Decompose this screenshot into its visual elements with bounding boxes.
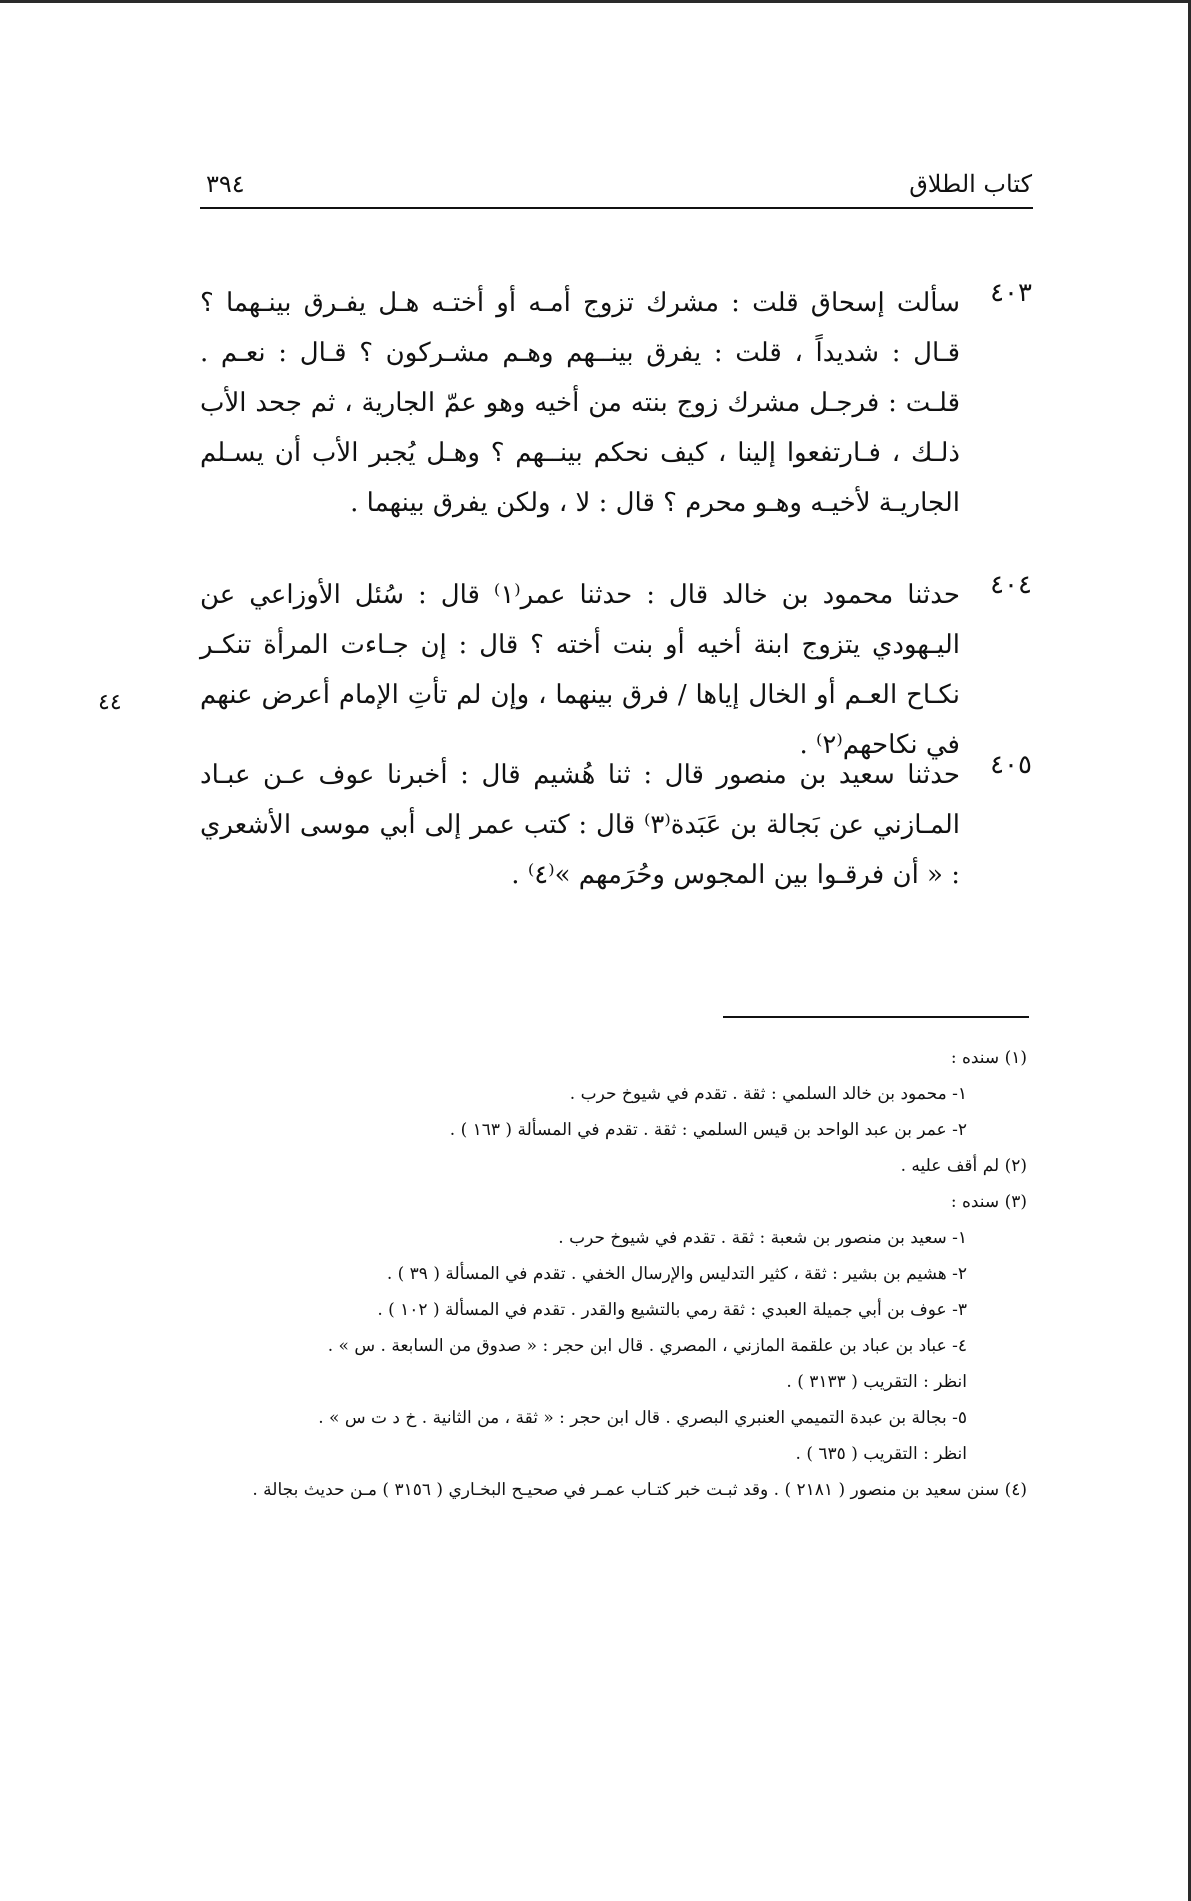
footnote-1-head: (١) سنده :: [950, 1048, 1027, 1068]
footnote-line: ٥- بجالة بن عبدة التميمي العنبري البصري . قال ابن حجر : « ثقة ، من الثانية . خ د ت س » .: [318, 1408, 967, 1428]
entry-text: حدثنا سعيد بن منصور قال : ثنا هُشيم قال : أخبرنا عوف عـن عبـاد المـازني عن بَجالة بن عَبَدة⁽٣⁾ قال : كتب عمر إلى أبي موسى الأشعري : « أن فرقـوا بين المجوس وحُرَمهم »⁽٤⁾ .: [200, 760, 960, 890]
footnote-line: ١- سعيد بن منصور بن شعبة : ثقة . تقدم في شيوخ حرب .: [558, 1228, 967, 1248]
entry-404: [200, 570, 1032, 770]
header-rule: [200, 207, 1033, 209]
footnote-line: ٤- عباد بن عباد بن علقمة المازني ، المصري . قال ابن حجر : « صدوق من السابعة . س » .: [327, 1336, 967, 1356]
entry-text: حدثنا محمود بن خالد قال : حدثنا عمر⁽١⁾ قال : سُئل الأوزاعي عن اليـهودي يتزوج ابنة أخيه أو بنت أخته ؟ قال : إن جـاءت المرأة تنكـر نكـاح العـم أو الخال إياها / فرق بينهما ، وإن لم تأتِ الإمام أعرض عنهم في نكاحهم⁽٢⁾ .: [200, 580, 960, 760]
entry-number: ٤٠٤: [990, 570, 1032, 600]
footnote-line: انظر : التقريب ( ٦٣٥ ) .: [795, 1444, 967, 1464]
footnote-4: (٤) سنن سعيد بن منصور ( ٢١٨١ ) . وقد ثبـت خبر كتـاب عمـر في صحيـح البخـاري ( ٣١٥٦ ) مـن حديث بجالة .: [252, 1480, 1027, 1500]
chapter-title: كتاب الطلاق: [909, 170, 1032, 198]
entry-405: [200, 750, 1032, 900]
running-header: [200, 170, 1032, 206]
entry-403: [200, 278, 1032, 528]
entry-text: سألت إسحاق قلت : مشرك تزوج أمـه أو أختـه هـل يفـرق بينـهما ؟ قـال : شديداً ، قلت : يفرق بينــهم وهـم مشـركون ؟ قـال : نعـم . قلـت : فرجـل مشرك زوج بنته من أخيه وهو عمّ الجارية ، ثم جحد الأب ذلـك ، فـارتفعوا إلينا ، كيف نحكم بينــهم ؟ وهـل يُجبر الأب أن يسـلم الجاريـة لأخيـه وهـو محرم ؟ قال : لا ، ولكن يفرق بينهما .: [200, 288, 961, 518]
footnote-separator: [723, 1016, 1029, 1018]
margin-page-reference: ٤٤: [98, 690, 122, 715]
footnote-2-head: (٢) لم أقف عليه .: [900, 1156, 1027, 1176]
entry-number: ٤٠٥: [990, 750, 1032, 780]
footnote-3-head: (٣) سنده :: [950, 1192, 1027, 1212]
footnote-line: ٢- هشيم بن بشير : ثقة ، كثير التدليس والإرسال الخفي . تقدم في المسألة ( ٣٩ ) .: [386, 1264, 967, 1284]
footnote-line: ١- محمود بن خالد السلمي : ثقة . تقدم في شيوخ حرب .: [569, 1084, 967, 1104]
entry-number: ٤٠٣: [990, 278, 1032, 308]
footnote-line: ٣- عوف بن أبي جميلة العبدي : ثقة رمي بالتشيع والقدر . تقدم في المسألة ( ١٠٢ ) .: [377, 1300, 967, 1320]
footnote-line: انظر : التقريب ( ٣١٣٣ ) .: [786, 1372, 967, 1392]
page-number: ٣٩٤: [206, 170, 245, 198]
footnote-line: ٢- عمر بن عبد الواحد بن قيس السلمي : ثقة . تقدم في المسألة ( ١٦٣ ) .: [449, 1120, 967, 1140]
footnotes: [195, 1040, 1027, 1508]
